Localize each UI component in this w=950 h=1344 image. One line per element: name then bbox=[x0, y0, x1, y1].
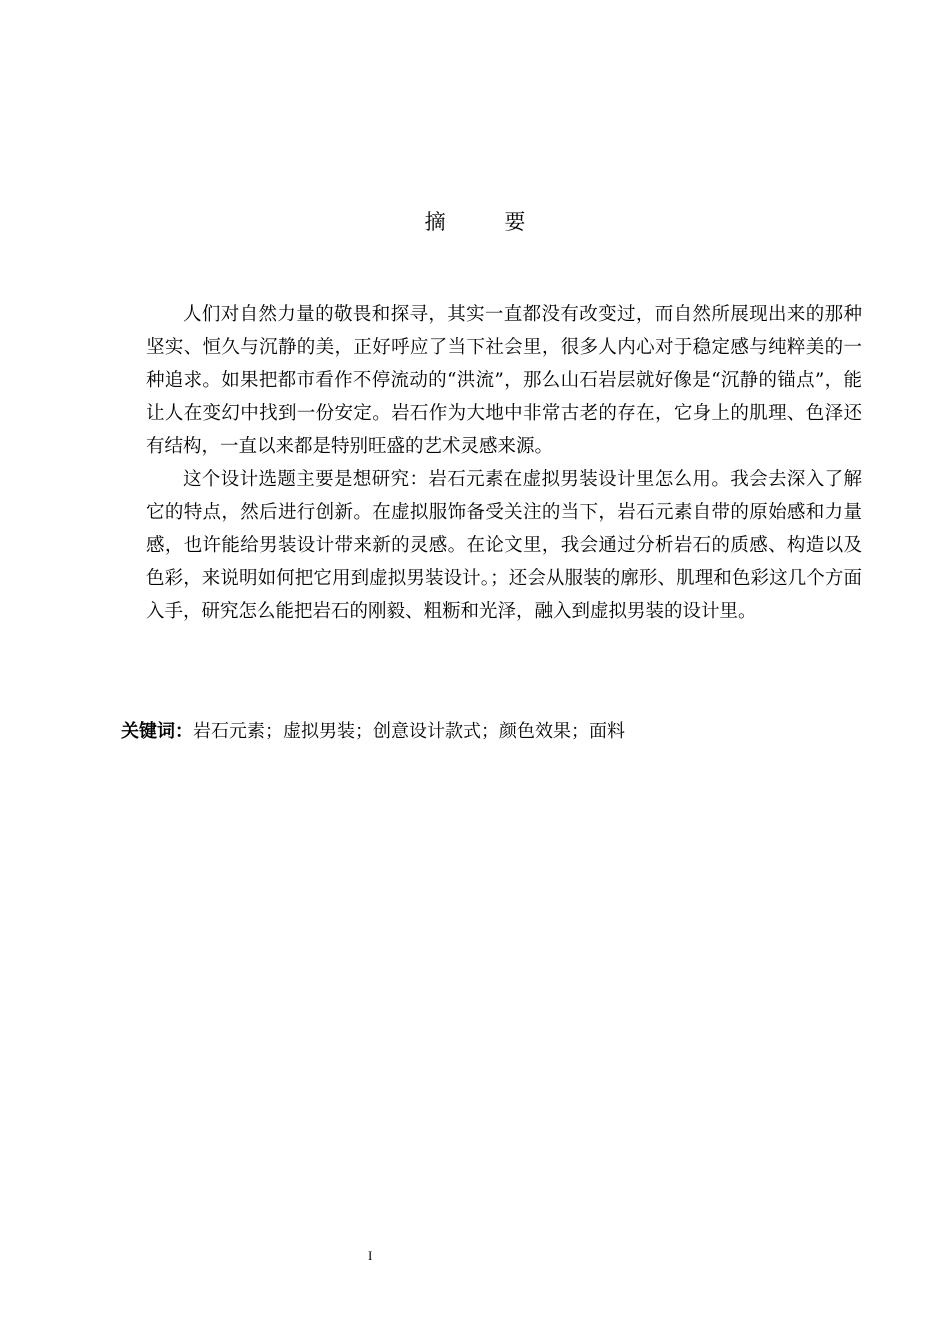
abstract-body bbox=[146, 298, 862, 628]
keywords-line bbox=[121, 717, 841, 747]
abstract-paragraph-2: 这个设计选题主要是想研究：岩石元素在虚拟男装设计里怎么用。我会去深入了解它的特点，然后进行创新。在虚拟服饰备受关注的当下，岩石元素自带的原始感和力量感，也许能给男装设计带来新的灵感。在论文里，我会通过分析岩石的质感、构造以及色彩，来说明如何把它用到虚拟男装设计。；还会从服装的廓形、肌理和色彩这几个方面入手，研究怎么能把岩石的刚毅、粗粝和光泽，融入到虚拟男装的设计里。 bbox=[146, 469, 862, 622]
keywords-label: 关键词： bbox=[121, 721, 193, 742]
abstract-paragraph-1: 人们对自然力量的敬畏和探寻，其实一直都没有改变过，而自然所展现出来的那种坚实、恒久与沉静的美，正好呼应了当下社会里，很多人内心对于稳定感与纯粹美的一种追求。如果把都市看作不停流动的“洪流”，那么山石岩层就好像是“沉静的锚点”，能让人在变幻中找到一份安定。岩石作为大地中非常古老的存在，它身上的肌理、色泽还有结构，一直以来都是特别旺盛的艺术灵感来源。 bbox=[146, 304, 862, 457]
keywords-text: 岩石元素；虚拟男装；创意设计款式；颜色效果；面料 bbox=[193, 721, 625, 742]
abstract-title: 摘 要 bbox=[424, 210, 552, 234]
page-number: I bbox=[368, 1248, 373, 1263]
